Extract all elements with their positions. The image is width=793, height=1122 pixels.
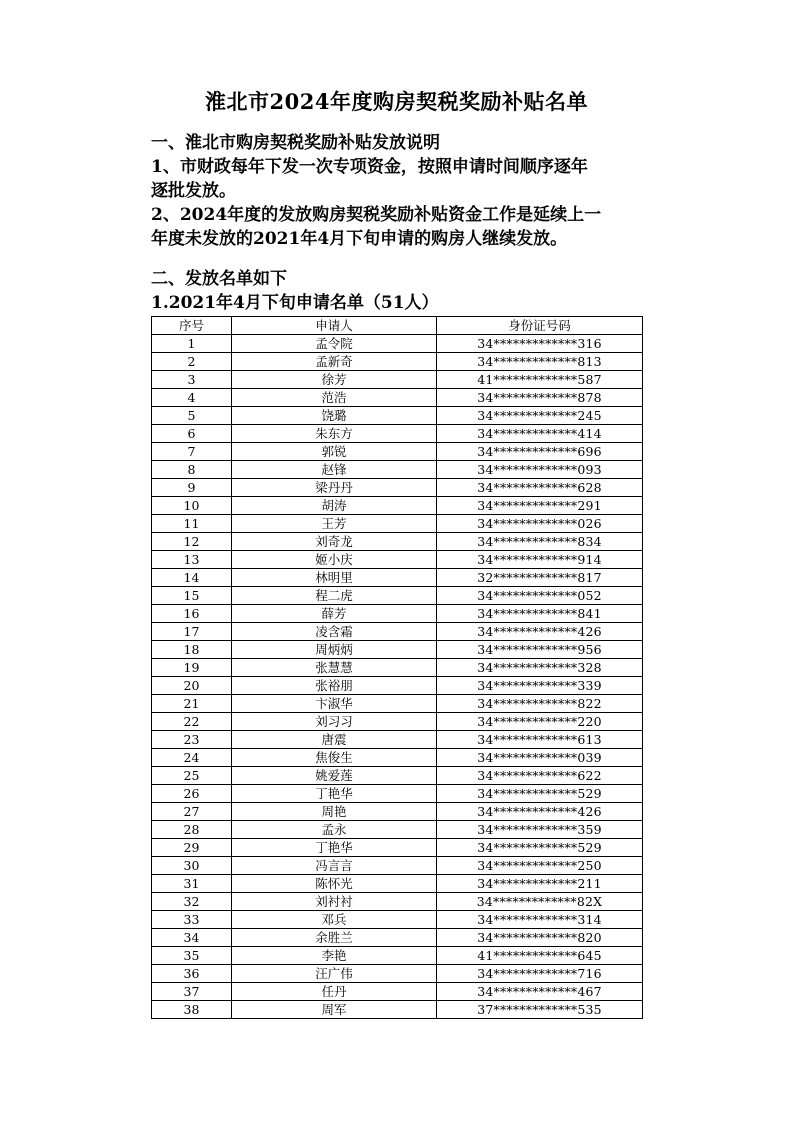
row-applicant: 焦俊生	[232, 749, 437, 767]
row-index: 18	[152, 641, 232, 659]
row-id-number: 34*************622	[437, 767, 643, 785]
row-applicant: 刘衬衬	[232, 893, 437, 911]
row-id-number: 34*************328	[437, 659, 643, 677]
table-row	[152, 515, 643, 533]
row-id-number: 34*************359	[437, 821, 643, 839]
row-index: 17	[152, 623, 232, 641]
document-title: 淮北市2024年度购房契税奖励补贴名单	[205, 89, 588, 114]
row-applicant: 周军	[232, 1001, 437, 1019]
row-index: 6	[152, 425, 232, 443]
row-index: 26	[152, 785, 232, 803]
row-index: 12	[152, 533, 232, 551]
table-row	[152, 623, 643, 641]
row-id-number: 32*************817	[437, 569, 643, 587]
row-id-number: 34*************822	[437, 695, 643, 713]
row-index: 22	[152, 713, 232, 731]
row-index: 31	[152, 875, 232, 893]
row-index: 32	[152, 893, 232, 911]
table-row	[152, 983, 643, 1001]
table-row	[152, 551, 643, 569]
row-id-number: 34*************414	[437, 425, 643, 443]
row-applicant: 程二虎	[232, 587, 437, 605]
table-row	[152, 389, 643, 407]
table-row	[152, 713, 643, 731]
table-row	[152, 479, 643, 497]
row-id-number: 34*************467	[437, 983, 643, 1001]
row-applicant: 姚爱莲	[232, 767, 437, 785]
row-id-number: 34*************426	[437, 803, 643, 821]
row-id-number: 37*************535	[437, 1001, 643, 1019]
table-row	[152, 749, 643, 767]
section1-para2-line1: 2、2024年度的发放购房契税奖励补贴资金工作是延续上一	[151, 205, 602, 225]
table-row	[152, 443, 643, 461]
row-id-number: 34*************820	[437, 929, 643, 947]
table-row	[152, 947, 643, 965]
row-index: 19	[152, 659, 232, 677]
table-row	[152, 371, 643, 389]
section1-para1-line1: 1、市财政每年下发一次专项资金，按照申请时间顺序逐年	[151, 157, 588, 177]
row-applicant: 孟新奇	[232, 353, 437, 371]
row-applicant: 范浩	[232, 389, 437, 407]
row-applicant: 孟令院	[232, 335, 437, 353]
row-id-number: 34*************613	[437, 731, 643, 749]
row-applicant: 陈怀光	[232, 875, 437, 893]
row-id-number: 34*************834	[437, 533, 643, 551]
row-index: 37	[152, 983, 232, 1001]
table-body	[152, 335, 643, 1019]
row-id-number: 34*************339	[437, 677, 643, 695]
row-applicant: 丁艳华	[232, 785, 437, 803]
table-row	[152, 533, 643, 551]
row-applicant: 刘习习	[232, 713, 437, 731]
row-index: 28	[152, 821, 232, 839]
row-id-number: 34*************426	[437, 623, 643, 641]
table-row	[152, 353, 643, 371]
row-index: 27	[152, 803, 232, 821]
row-id-number: 34*************316	[437, 335, 643, 353]
row-id-number: 34*************628	[437, 479, 643, 497]
row-id-number: 34*************878	[437, 389, 643, 407]
row-id-number: 41*************645	[437, 947, 643, 965]
row-applicant: 冯言言	[232, 857, 437, 875]
row-id-number: 34*************026	[437, 515, 643, 533]
table-row	[152, 911, 643, 929]
row-index: 15	[152, 587, 232, 605]
table-row	[152, 407, 643, 425]
row-applicant: 卞淑华	[232, 695, 437, 713]
table-row	[152, 695, 643, 713]
row-id-number: 34*************813	[437, 353, 643, 371]
row-applicant: 丁艳华	[232, 839, 437, 857]
row-id-number: 34*************093	[437, 461, 643, 479]
table-row	[152, 425, 643, 443]
row-id-number: 34*************82X	[437, 893, 643, 911]
row-index: 10	[152, 497, 232, 515]
table-row	[152, 731, 643, 749]
row-id-number: 34*************250	[437, 857, 643, 875]
table-row	[152, 875, 643, 893]
table-row	[152, 605, 643, 623]
row-id-number: 41*************587	[437, 371, 643, 389]
row-id-number: 34*************245	[437, 407, 643, 425]
row-applicant: 汪广伟	[232, 965, 437, 983]
row-index: 2	[152, 353, 232, 371]
row-applicant: 薛芳	[232, 605, 437, 623]
row-index: 13	[152, 551, 232, 569]
row-index: 24	[152, 749, 232, 767]
row-index: 30	[152, 857, 232, 875]
row-id-number: 34*************716	[437, 965, 643, 983]
row-applicant: 林明里	[232, 569, 437, 587]
row-id-number: 34*************220	[437, 713, 643, 731]
row-index: 25	[152, 767, 232, 785]
row-applicant: 赵锋	[232, 461, 437, 479]
row-index: 36	[152, 965, 232, 983]
row-id-number: 34*************052	[437, 587, 643, 605]
row-id-number: 34*************841	[437, 605, 643, 623]
table-row	[152, 335, 643, 353]
table-row	[152, 803, 643, 821]
row-applicant: 刘奇龙	[232, 533, 437, 551]
row-applicant: 张裕朋	[232, 677, 437, 695]
table-row	[152, 677, 643, 695]
table-row	[152, 767, 643, 785]
row-index: 16	[152, 605, 232, 623]
row-applicant: 凌含霜	[232, 623, 437, 641]
row-applicant: 朱东方	[232, 425, 437, 443]
list-title: 1.2021年4月下旬申请名单（51人）	[151, 293, 439, 313]
table-row	[152, 587, 643, 605]
row-applicant: 王芳	[232, 515, 437, 533]
row-applicant: 邓兵	[232, 911, 437, 929]
row-index: 7	[152, 443, 232, 461]
row-applicant: 任丹	[232, 983, 437, 1001]
row-applicant: 姬小庆	[232, 551, 437, 569]
table-row	[152, 857, 643, 875]
row-index: 33	[152, 911, 232, 929]
row-id-number: 34*************211	[437, 875, 643, 893]
row-index: 34	[152, 929, 232, 947]
table-row	[152, 1001, 643, 1019]
table-row	[152, 839, 643, 857]
table-header-row	[152, 317, 643, 335]
row-index: 35	[152, 947, 232, 965]
section2-heading: 二、发放名单如下	[151, 269, 287, 289]
header-index: 序号	[152, 317, 232, 335]
row-applicant: 徐芳	[232, 371, 437, 389]
row-id-number: 34*************956	[437, 641, 643, 659]
row-index: 29	[152, 839, 232, 857]
row-applicant: 胡涛	[232, 497, 437, 515]
section1-para2-line2: 年度未发放的2021年4月下旬申请的购房人继续发放。	[151, 229, 568, 249]
row-index: 23	[152, 731, 232, 749]
row-index: 4	[152, 389, 232, 407]
table-row	[152, 893, 643, 911]
row-id-number: 34*************039	[437, 749, 643, 767]
section1-heading: 一、淮北市购房契税奖励补贴发放说明	[151, 133, 440, 153]
table-row	[152, 929, 643, 947]
row-applicant: 饶璐	[232, 407, 437, 425]
table-row	[152, 659, 643, 677]
row-applicant: 张慧慧	[232, 659, 437, 677]
header-id-number: 身份证号码	[437, 317, 643, 335]
section1-para1-line2: 逐批发放。	[151, 181, 236, 201]
table-row	[152, 821, 643, 839]
row-applicant: 余胜兰	[232, 929, 437, 947]
row-index: 9	[152, 479, 232, 497]
row-applicant: 梁丹丹	[232, 479, 437, 497]
row-applicant: 周炳炳	[232, 641, 437, 659]
row-index: 38	[152, 1001, 232, 1019]
table-row	[152, 461, 643, 479]
row-index: 11	[152, 515, 232, 533]
row-applicant: 周艳	[232, 803, 437, 821]
row-id-number: 34*************529	[437, 785, 643, 803]
row-id-number: 34*************696	[437, 443, 643, 461]
header-applicant: 申请人	[232, 317, 437, 335]
row-index: 14	[152, 569, 232, 587]
row-index: 20	[152, 677, 232, 695]
table-row	[152, 785, 643, 803]
row-index: 8	[152, 461, 232, 479]
table-row	[152, 497, 643, 515]
table-row	[152, 569, 643, 587]
row-index: 3	[152, 371, 232, 389]
row-index: 1	[152, 335, 232, 353]
row-applicant: 郭锐	[232, 443, 437, 461]
table-row	[152, 965, 643, 983]
row-index: 21	[152, 695, 232, 713]
row-id-number: 34*************291	[437, 497, 643, 515]
row-index: 5	[152, 407, 232, 425]
row-applicant: 李艳	[232, 947, 437, 965]
recipient-table	[151, 316, 643, 1019]
row-applicant: 唐震	[232, 731, 437, 749]
row-id-number: 34*************314	[437, 911, 643, 929]
table-row	[152, 641, 643, 659]
row-applicant: 孟永	[232, 821, 437, 839]
row-id-number: 34*************529	[437, 839, 643, 857]
row-id-number: 34*************914	[437, 551, 643, 569]
